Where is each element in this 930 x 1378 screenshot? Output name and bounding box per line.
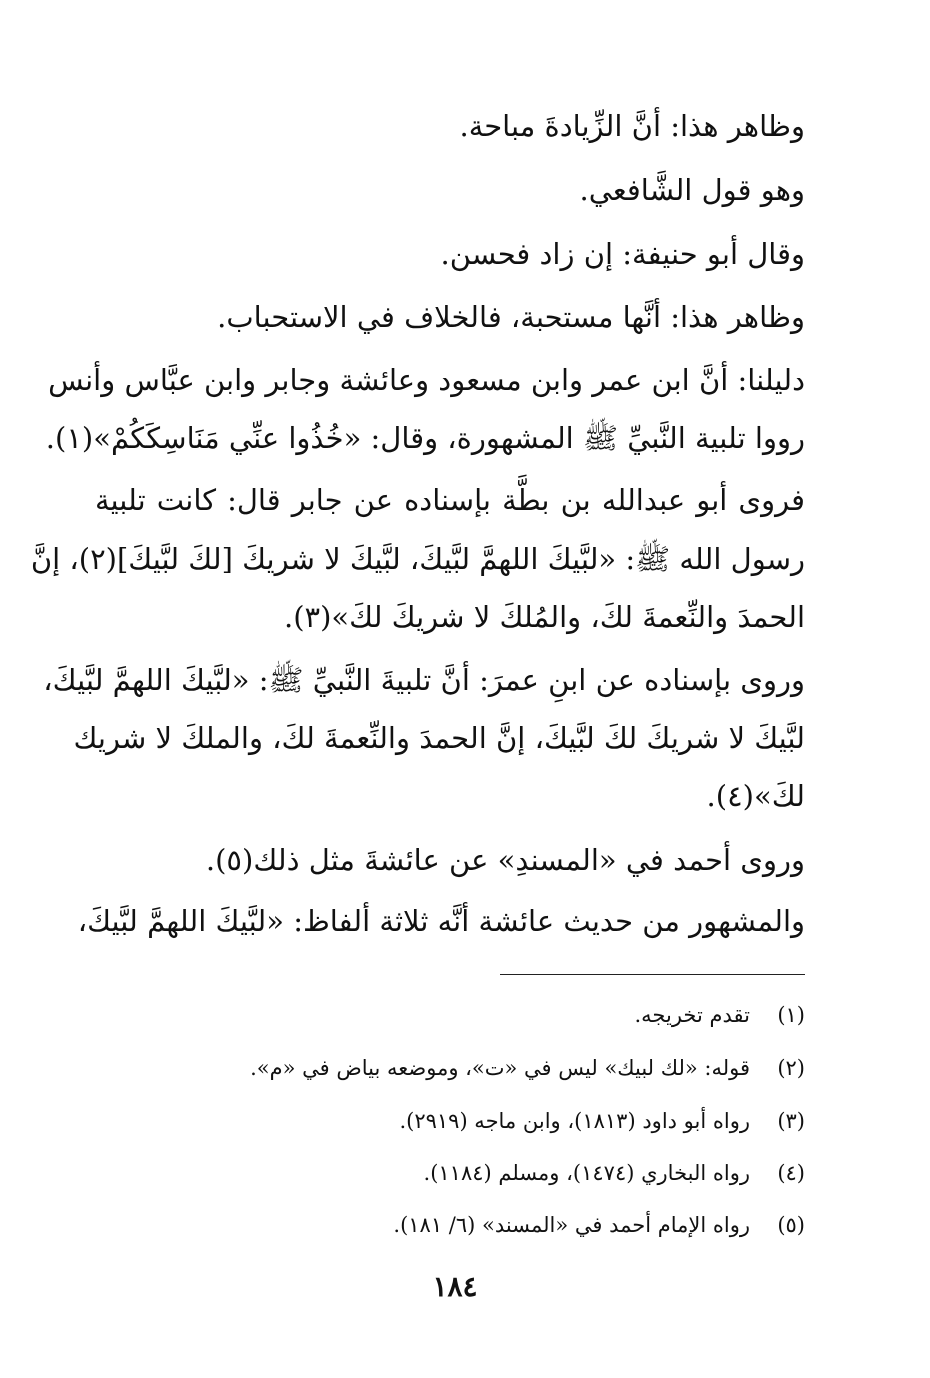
- text-line: وظاهر هذا: أنَّها مستحبة، فالخلاف في الاستحباب.: [217, 300, 805, 334]
- page-number: ١٨٤: [432, 1270, 478, 1303]
- footnote-text: رواه الإمام أحمد في «المسند» (٦/ ١٨١).: [393, 1213, 750, 1237]
- footnote-text: قوله: «لك لبيك» ليس في «ت»، وموضعه بياض في «م».: [250, 1056, 750, 1080]
- footnote: [424, 1158, 805, 1188]
- footnote: [393, 1210, 805, 1240]
- footnote: [635, 1000, 806, 1030]
- text-line: لكَ»(٤).: [706, 779, 805, 813]
- text-line: دليلنا: أنَّ ابن عمر وابن مسعود وعائشة وجابر وابن عبَّاس وأنس: [48, 363, 805, 397]
- text-line: لبَّيكَ لا شريكَ لكَ لبَّيكَ، إنَّ الحمدَ والنِّعمةَ لكَ، والملكَ لا شريك: [73, 721, 805, 755]
- footnote-number: (٢): [777, 1056, 805, 1080]
- footnote-number: (١): [777, 1003, 805, 1027]
- footnote: [250, 1053, 805, 1083]
- text-line: وظاهر هذا: أنَّ الزِّيادةَ مباحة.: [459, 109, 805, 143]
- text-line: وهو قول الشَّافعي.: [579, 173, 805, 207]
- text-line: الحمدَ والنِّعمةَ لكَ، والمُلكَ لا شريكَ لكَ»(٣).: [283, 600, 805, 634]
- text-line: وقال أبو حنيفة: إن زاد فحسن.: [440, 237, 805, 271]
- footnote-divider: [500, 974, 805, 975]
- footnote: [399, 1106, 805, 1136]
- footnote-text: تقدم تخريجه.: [634, 1003, 750, 1027]
- text-line: وروى أحمد في «المسندِ» عن عائشةَ مثل ذلك(٥).: [205, 843, 805, 877]
- text-line: وروى بإسناده عن ابنِ عمرَ: أنَّ تلبيةَ النَّبيِّ ﷺ: «لبَّيكَ اللهمَّ لبَّيكَ،: [43, 663, 805, 697]
- footnote-text: رواه أبو داود (١٨١٣)، وابن ماجه (٢٩١٩).: [399, 1109, 750, 1133]
- text-line: رووا تلبية النَّبيِّ ﷺ المشهورة، وقال: «خُذُوا عنِّي مَنَاسِكَكُمْ»(١).: [45, 421, 805, 455]
- footnote-number: (٣): [777, 1109, 805, 1133]
- footnote-number: (٤): [777, 1161, 805, 1185]
- footnote-text: رواه البخاري (١٤٧٤)، ومسلم (١١٨٤).: [423, 1161, 750, 1185]
- text-line: رسول الله ﷺ: «لبَّيكَ اللهمَّ لبَّيكَ، لبَّيكَ لا شريكَ [لكَ لبَّيكَ](٢)، إنَّ: [30, 542, 805, 576]
- footnote-number: (٥): [777, 1213, 805, 1237]
- text-line: والمشهور من حديث عائشة أنَّه ثلاثة ألفاظ: «لبَّيكَ اللهمَّ لبَّيكَ،: [77, 904, 805, 938]
- text-line: فروى أبو عبدالله بن بطَّة بإسناده عن جابر قال: كانت تلبية: [95, 483, 805, 517]
